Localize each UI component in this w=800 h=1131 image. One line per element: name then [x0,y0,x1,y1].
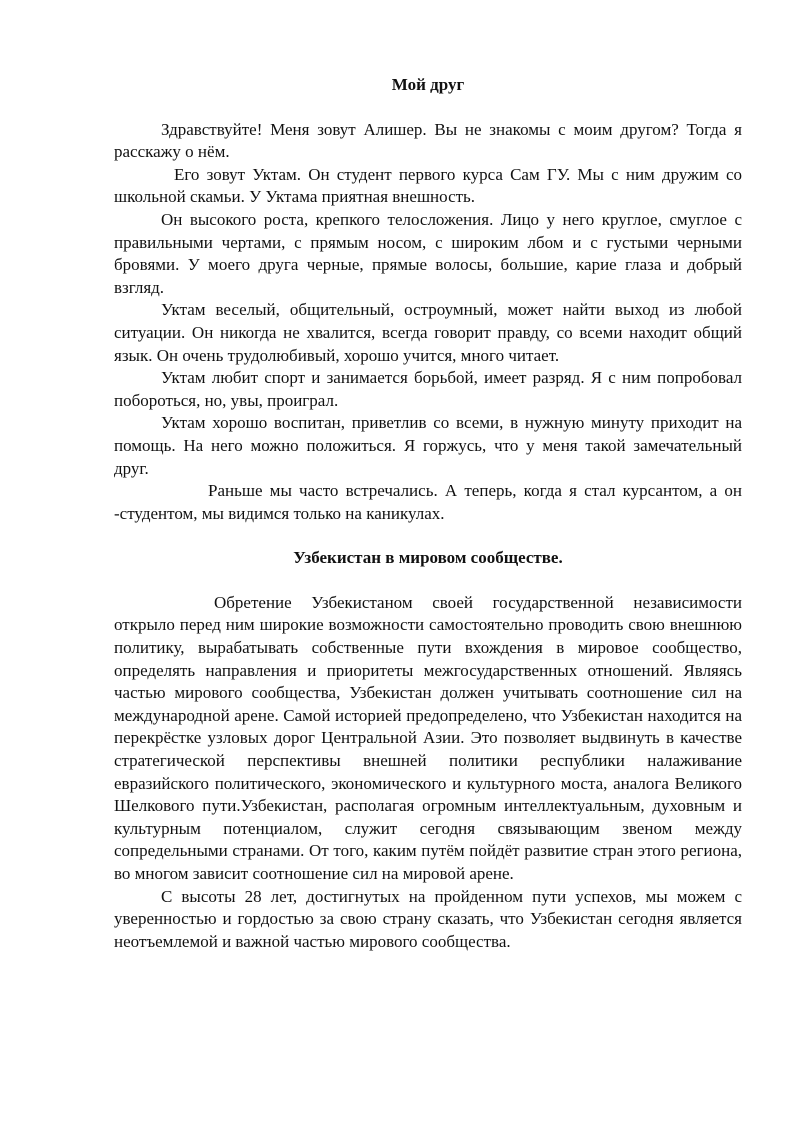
paragraph-character: Уктам веселый, общительный, остроумный, может найти выход из любой ситуации. Он никогда не хвалится, всегда говорит правду, со всеми находит общий язык. Он очень трудолюбивый, хорошо учится, много читает. [114,300,742,365]
paragraph-meetings: Раньше мы часто встречались. А теперь, когда я стал курсантом, а он -студентом, мы видимся только на каникулах. [114,481,742,523]
paragraph-name: Его зовут Уктам. Он студент первого курса Сам ГУ. Мы с ним дружим со школьной скамьи. У Уктама приятная внешность. [114,164,742,207]
paragraph-intro: Здравствуйте! Меня зовут Алишер. Вы не знакомы с моим другом? Тогда я расскажу о нём. [114,119,742,162]
paragraph-independence: Обретение Узбекистаном своей государственной независимости открыло перед ним широкие возможности самостоятельно проводить свою внешнюю политику, вырабатывать собственные пути вхождения в мировое сообщество, определять направления и приоритеты межгосударственных отношений. Являясь частью мирового сообщества, Узбекистан должен учитывать соотношение сил на международной арене. Самой историей предопределено, что Узбекистан находится на перекрёстке узловых дорог Центральной Азии. Это позволяет выдвинуть в качестве стратегической перспективы внешней политики республики налаживание евразийского политического, экономического и культурного моста, аналога Великого Шелкового пути.Узбекистан, располагая огромным интеллектуальным, духовным и культурным потенциалом, служит сегодня связывающим звеном между сопредельными странами. От того, каким путём пойдёт развитие стран этого региона, во многом зависит соотношение сил на мировой арене. [114,592,742,883]
paragraph-manners: Уктам хорошо воспитан, приветлив со всеми, в нужную минуту приходит на помощь. На него можно положиться. Я горжусь, что у меня такой замечательный друг. [114,413,742,478]
heading-my-friend: Мой друг [391,75,465,94]
document-page [114,74,742,953]
paragraph-sport: Уктам любит спорт и занимается борьбой, имеет разряд. Я с ним попробовал побороться, но, увы, проиграл. [114,368,742,410]
paragraph-conclusion: С высоты 28 лет, достигнутых на пройденном пути успехов, мы можем с уверенностью и гордостью за свою страну сказать, что Узбекистан сегодня является неотъемлемой и важной частью мирового сообщества. [114,886,742,951]
paragraph-appearance: Он высокого роста, крепкого телосложения. Лицо у него круглое, смуглое с правильными чертами, с прямым носом, с широким лбом и с густыми черными бровями. У моего друга черные, прямые волосы, большие, карие глаза и добрый взгляд. [114,209,742,297]
heading-uzbekistan: Узбекистан в мировом сообществе. [293,548,563,568]
